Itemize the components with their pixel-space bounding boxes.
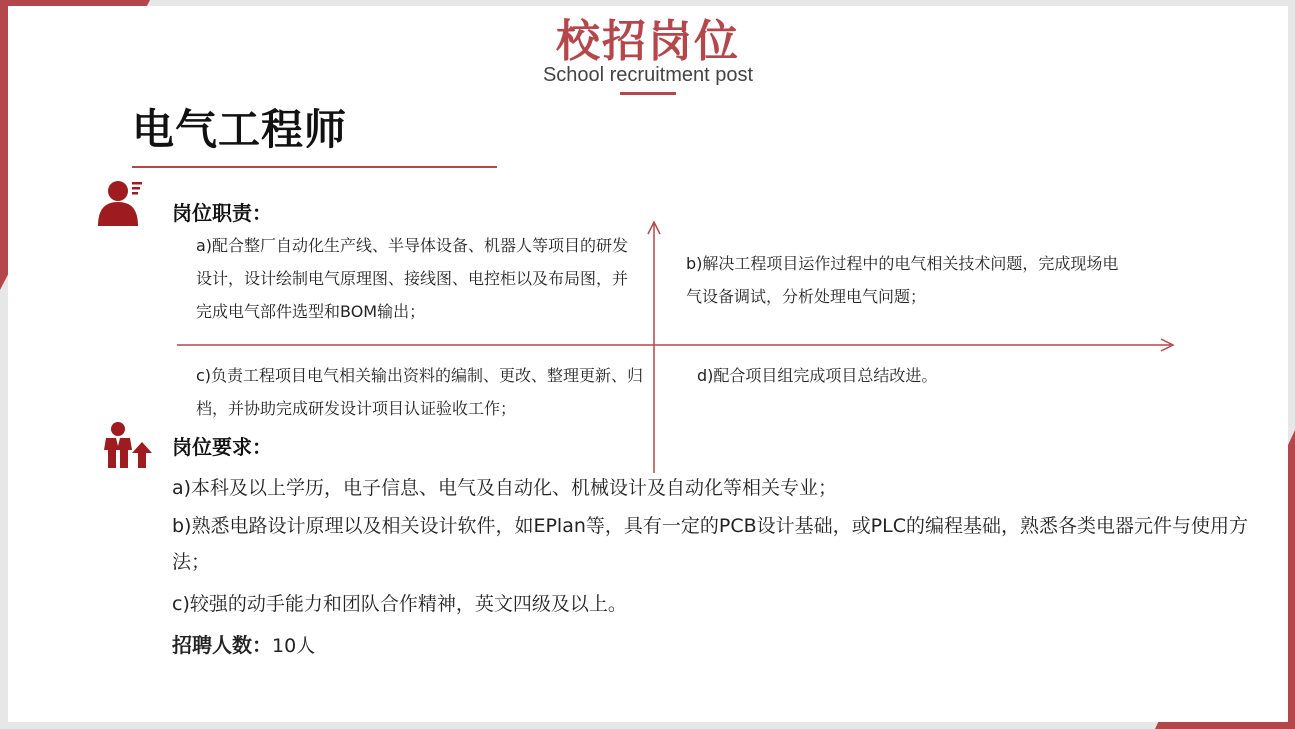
hiring-value: 10人 <box>272 635 316 657</box>
page-title: 校招岗位 <box>556 16 740 67</box>
duty-b: b)解决工程项目运作过程中的电气相关技术问题，完成现场电气设备调试，分析处理电气问题； <box>686 254 1119 306</box>
requirements-heading: 岗位要求： <box>172 435 272 459</box>
job-title-underline <box>132 166 497 168</box>
slide <box>8 6 1288 722</box>
hiring-count <box>172 628 315 663</box>
requirement-b: b)熟悉电路设计原理以及相关设计软件，如EPlan等，具有一定的PCB设计基础，或PLC的编程基础，熟悉各类电器元件与使用方法； <box>172 515 1248 573</box>
requirement-c: c)较强的动手能力和团队合作精神，英文四级及以上。 <box>172 593 627 615</box>
job-title: 电气工程师 <box>132 105 348 154</box>
duty-c: c)负责工程项目电气相关输出资料的编制、更改、整理更新、归档，并协助完成研发设计项目认证验收工作； <box>196 366 644 418</box>
requirement-a: a)本科及以上学历，电子信息、电气及自动化、机械设计及自动化等相关专业； <box>172 477 838 499</box>
person-document-icon <box>94 178 146 228</box>
duty-d: d)配合项目组完成项目总结改进。 <box>697 366 938 385</box>
hiring-label: 招聘人数： <box>172 633 272 657</box>
title-underline <box>620 92 676 95</box>
duty-a: a)配合整厂自动化生产线、半导体设备、机器人等项目的研发设计，设计绘制电气原理图、接线图、电控柜以及布局图，并完成电气部件选型和BOM输出； <box>196 236 629 321</box>
page-subtitle: School recruitment post <box>542 64 754 86</box>
duties-heading: 岗位职责： <box>172 201 272 225</box>
person-growth-icon <box>100 420 154 470</box>
